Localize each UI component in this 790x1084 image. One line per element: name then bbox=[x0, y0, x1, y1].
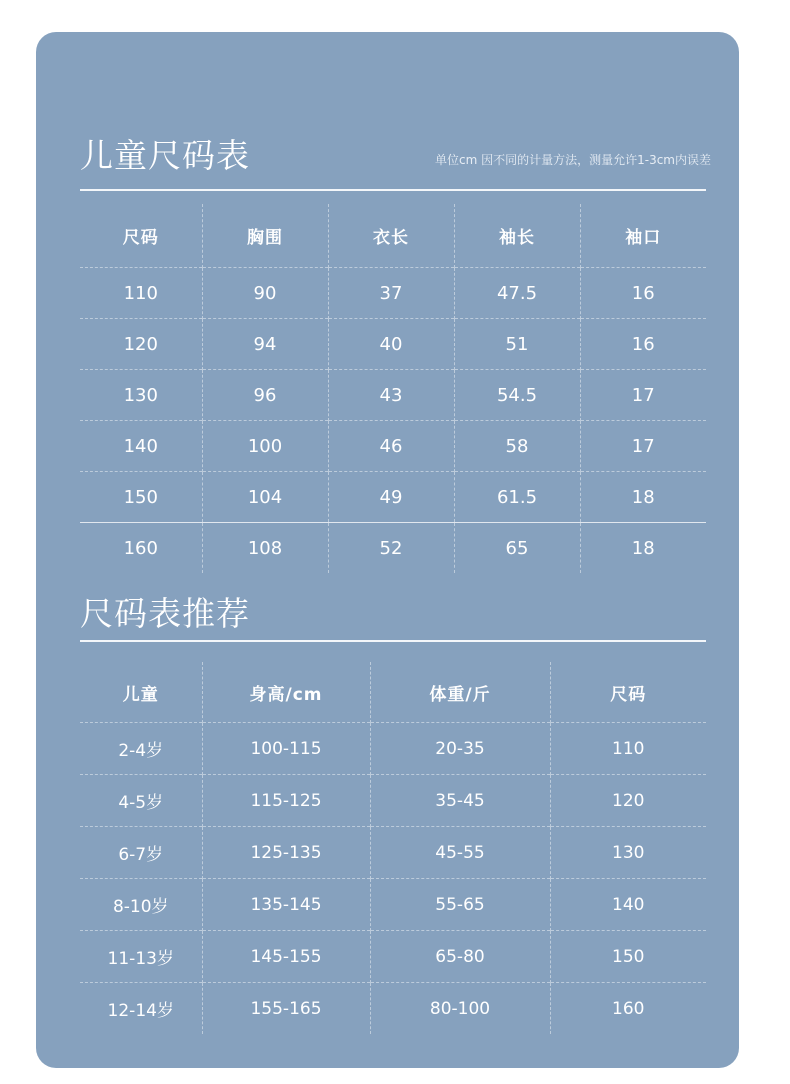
table-cell: 145-155 bbox=[202, 931, 370, 983]
table-cell: 6-7岁 bbox=[80, 827, 202, 879]
column-header: 袖长 bbox=[454, 204, 580, 268]
column-header: 袖口 bbox=[580, 204, 706, 268]
size-chart-table bbox=[80, 204, 706, 573]
column-header: 胸围 bbox=[202, 204, 328, 268]
table-cell: 35-45 bbox=[370, 775, 550, 827]
table-cell: 115-125 bbox=[202, 775, 370, 827]
table-row bbox=[80, 319, 706, 370]
table-cell: 47.5 bbox=[454, 268, 580, 319]
table-cell: 140 bbox=[80, 421, 202, 472]
table-cell: 155-165 bbox=[202, 983, 370, 1035]
table-cell: 51 bbox=[454, 319, 580, 370]
table-cell: 104 bbox=[202, 472, 328, 523]
recommendation-title: 尺码表推荐 bbox=[80, 594, 250, 633]
table-cell: 17 bbox=[580, 370, 706, 421]
table-cell: 12-14岁 bbox=[80, 983, 202, 1035]
table-cell: 100-115 bbox=[202, 723, 370, 775]
table-cell: 110 bbox=[550, 723, 706, 775]
table-cell: 55-65 bbox=[370, 879, 550, 931]
table-cell: 46 bbox=[328, 421, 454, 472]
table-row bbox=[80, 421, 706, 472]
table-row bbox=[80, 472, 706, 523]
table-cell: 135-145 bbox=[202, 879, 370, 931]
table-cell: 45-55 bbox=[370, 827, 550, 879]
table-cell: 58 bbox=[454, 421, 580, 472]
table-row bbox=[80, 370, 706, 421]
table-cell: 16 bbox=[580, 268, 706, 319]
table-cell: 8-10岁 bbox=[80, 879, 202, 931]
table-cell: 94 bbox=[202, 319, 328, 370]
table-cell: 18 bbox=[580, 472, 706, 523]
table-row bbox=[80, 983, 706, 1035]
table-cell: 49 bbox=[328, 472, 454, 523]
table-cell: 125-135 bbox=[202, 827, 370, 879]
table-header-row bbox=[80, 204, 706, 268]
table-cell: 61.5 bbox=[454, 472, 580, 523]
table-cell: 120 bbox=[80, 319, 202, 370]
table-cell: 37 bbox=[328, 268, 454, 319]
table-row bbox=[80, 879, 706, 931]
table-cell: 160 bbox=[80, 523, 202, 574]
size-chart-title: 儿童尺码表 bbox=[80, 136, 250, 175]
table-cell: 20-35 bbox=[370, 723, 550, 775]
table-cell: 54.5 bbox=[454, 370, 580, 421]
table-cell: 17 bbox=[580, 421, 706, 472]
table-cell: 11-13岁 bbox=[80, 931, 202, 983]
table-cell: 140 bbox=[550, 879, 706, 931]
table-cell: 40 bbox=[328, 319, 454, 370]
table-cell: 108 bbox=[202, 523, 328, 574]
table-cell: 16 bbox=[580, 319, 706, 370]
table-cell: 100 bbox=[202, 421, 328, 472]
table-cell: 150 bbox=[550, 931, 706, 983]
table-cell: 80-100 bbox=[370, 983, 550, 1035]
table-cell: 65-80 bbox=[370, 931, 550, 983]
table-cell: 43 bbox=[328, 370, 454, 421]
column-header: 尺码 bbox=[550, 662, 706, 723]
column-header: 体重/斤 bbox=[370, 662, 550, 723]
table-cell: 18 bbox=[580, 523, 706, 574]
table-row bbox=[80, 723, 706, 775]
table-cell: 65 bbox=[454, 523, 580, 574]
table-row bbox=[80, 827, 706, 879]
table-cell: 2-4岁 bbox=[80, 723, 202, 775]
size-chart-card bbox=[36, 32, 739, 1068]
table-row bbox=[80, 931, 706, 983]
table-cell: 150 bbox=[80, 472, 202, 523]
table-cell: 120 bbox=[550, 775, 706, 827]
table-row bbox=[80, 268, 706, 319]
table-header-row bbox=[80, 662, 706, 723]
table-cell: 4-5岁 bbox=[80, 775, 202, 827]
column-header: 衣长 bbox=[328, 204, 454, 268]
column-header: 身高/cm bbox=[202, 662, 370, 723]
column-header: 儿童 bbox=[122, 684, 159, 705]
title-divider bbox=[80, 189, 706, 191]
table-cell: 96 bbox=[202, 370, 328, 421]
table-cell: 52 bbox=[328, 523, 454, 574]
measurement-note: 单位cm 因不同的计量方法，测量允许1-3cm内误差 bbox=[435, 153, 711, 167]
table-cell: 110 bbox=[80, 268, 202, 319]
table-cell: 160 bbox=[550, 983, 706, 1035]
table-cell: 130 bbox=[80, 370, 202, 421]
recommendation-table bbox=[80, 662, 706, 1034]
table-cell: 90 bbox=[202, 268, 328, 319]
table-row bbox=[80, 523, 706, 574]
title-divider bbox=[80, 640, 706, 642]
table-cell: 130 bbox=[550, 827, 706, 879]
table-row bbox=[80, 775, 706, 827]
column-header: 尺码 bbox=[122, 228, 159, 248]
